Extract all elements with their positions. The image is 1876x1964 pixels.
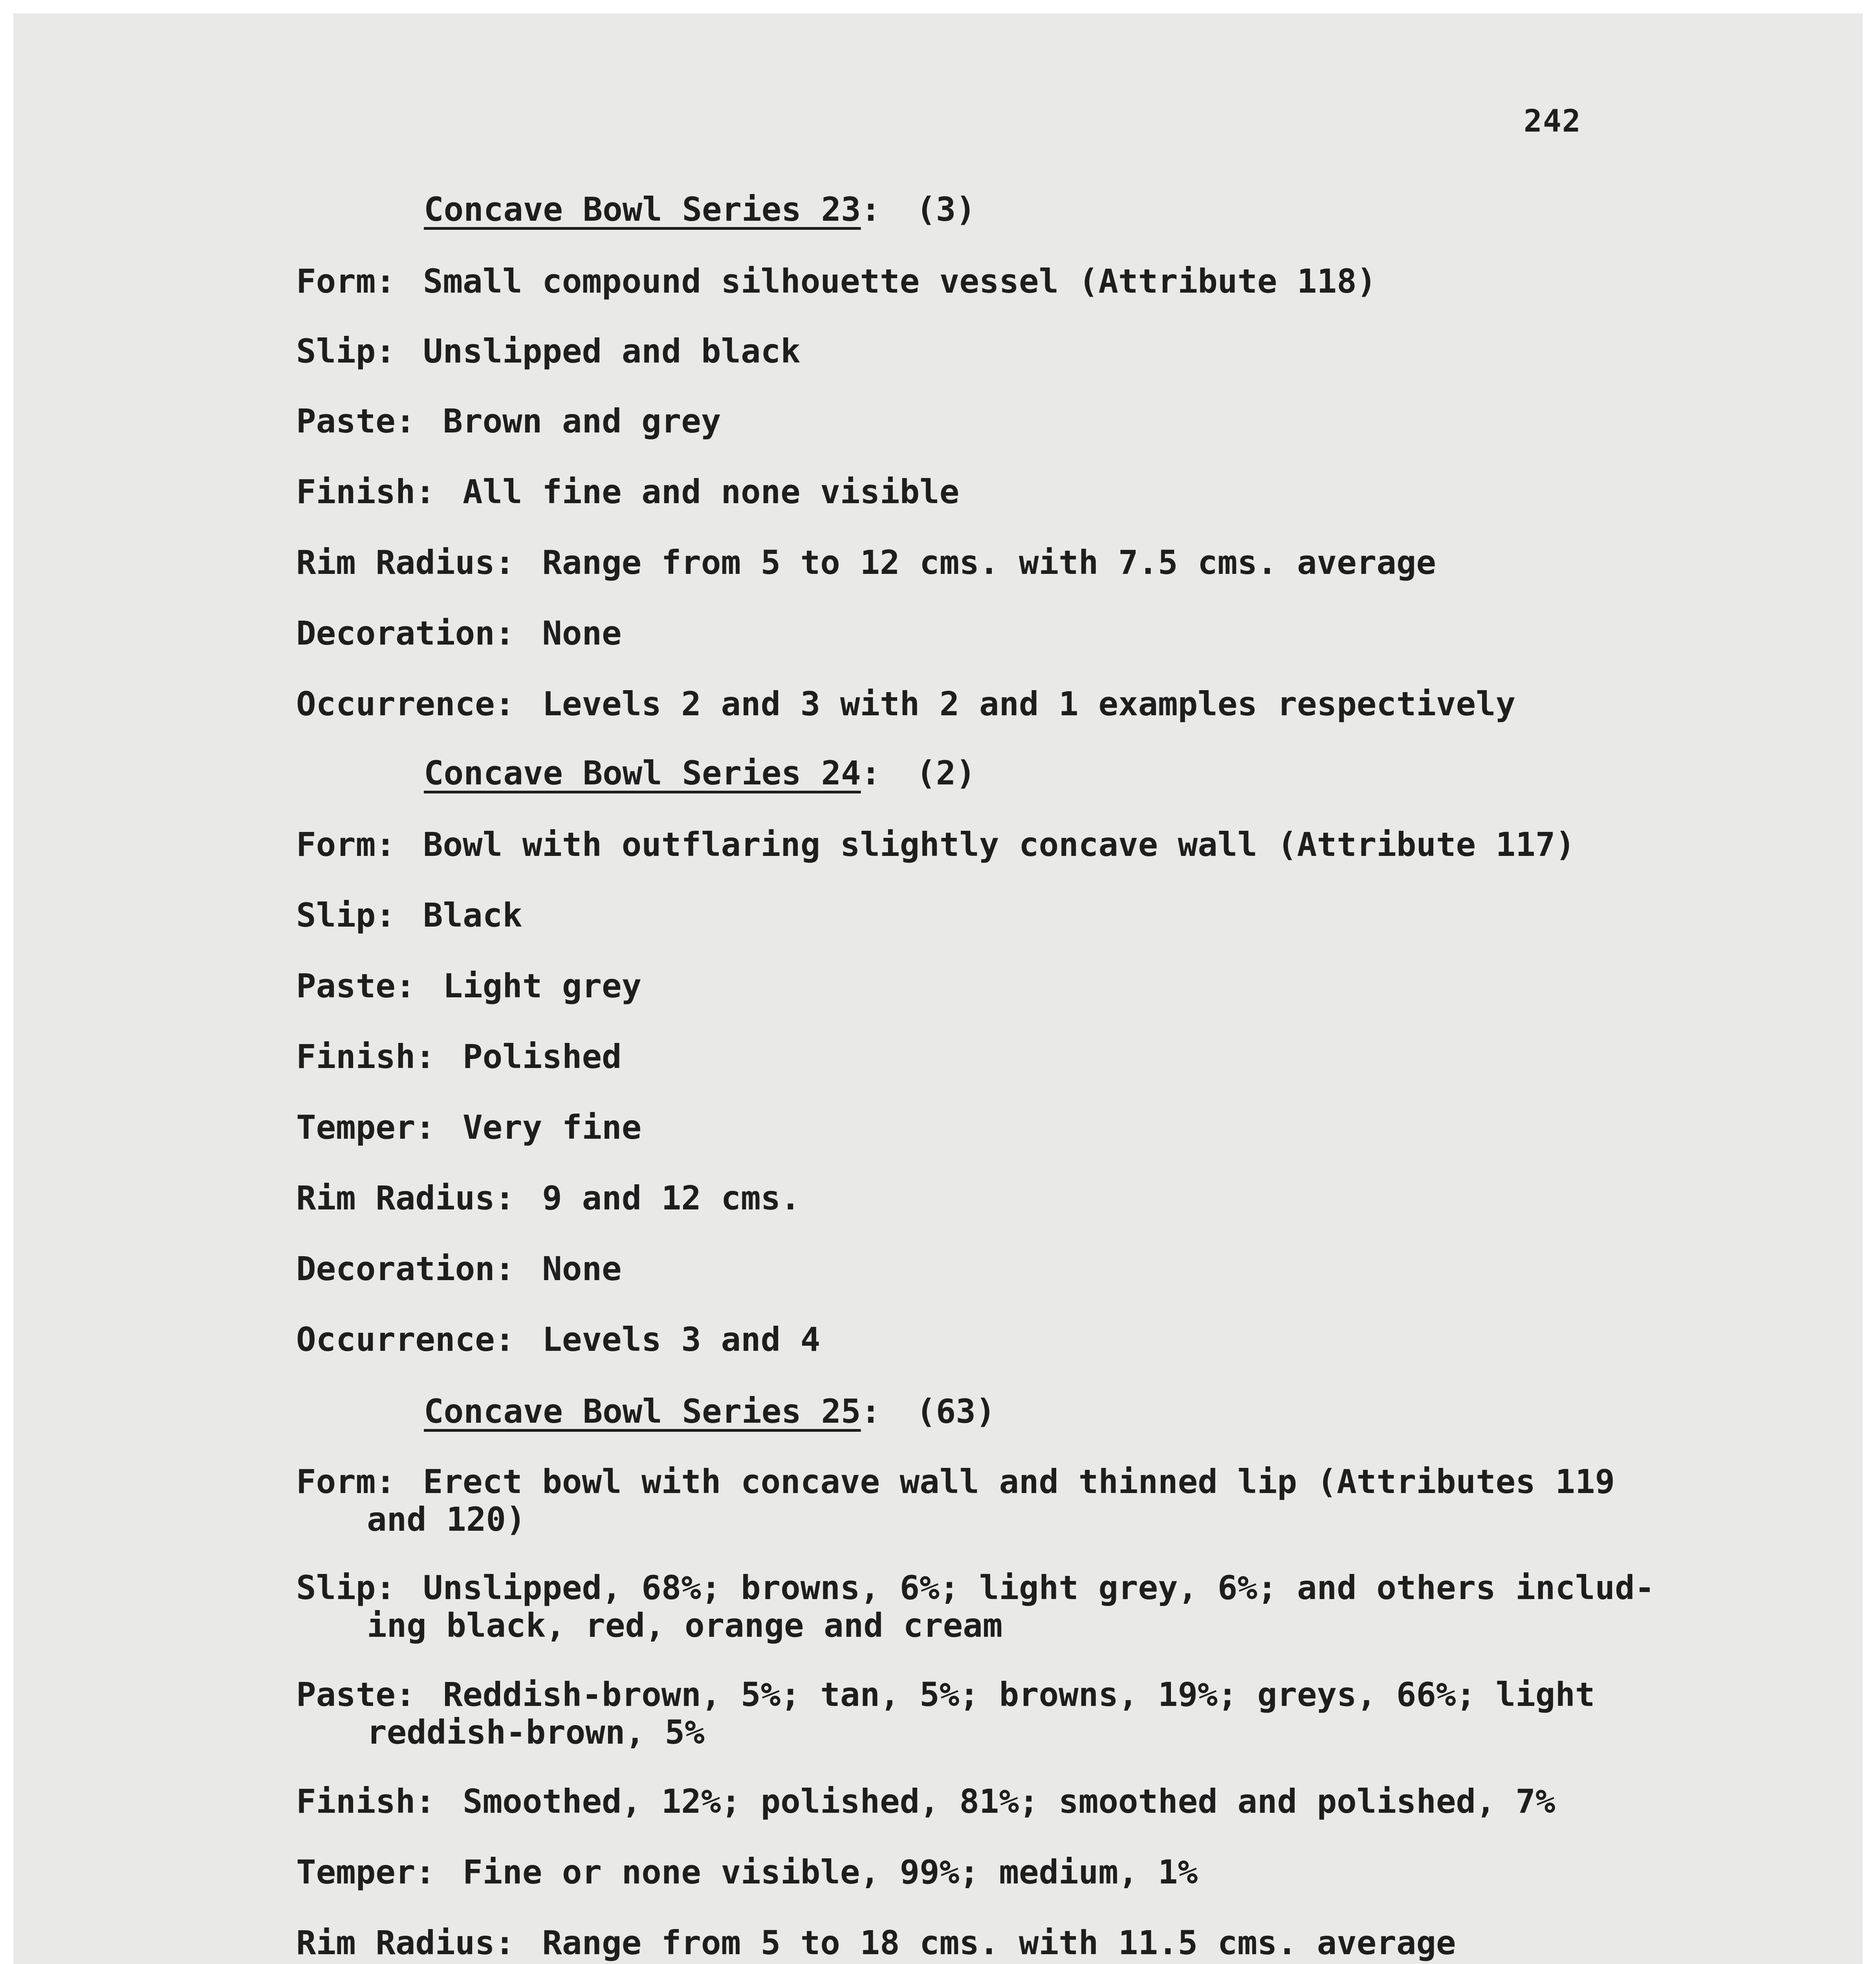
attribute-value: 9 and 12 cms. — [542, 1179, 801, 1217]
attribute-label: Temper: — [296, 1853, 436, 1891]
attribute-value: Black — [423, 896, 522, 934]
attribute-value: Bowl with outflaring slightly concave wall (Attribute 117) — [423, 825, 1576, 864]
attribute-paste — [296, 402, 721, 440]
attribute-value: Very fine — [463, 1108, 642, 1147]
attribute-value: Levels 3 and 4 — [542, 1320, 821, 1359]
attribute-label: Form: — [296, 1462, 396, 1501]
attribute-value: Erect bowl with concave wall and thinned lip (Attributes 119 — [423, 1462, 1615, 1501]
attribute-label: Temper: — [296, 1108, 436, 1147]
attribute-label: Paste: — [296, 402, 416, 440]
attribute-value: Range from 5 to 18 cms. with 11.5 cms. average — [542, 1924, 1456, 1962]
attribute-paste — [296, 1676, 1595, 1751]
attribute-decoration — [296, 614, 622, 652]
attribute-value: None — [542, 614, 622, 652]
attribute-label: Slip: — [296, 896, 396, 934]
attribute-occurrence — [296, 685, 1515, 723]
attribute-value: Levels 2 and 3 with 2 and 1 examples respectively — [542, 685, 1516, 723]
section-count: (63) — [916, 1392, 996, 1431]
section-header: Concave Bowl Series 24: (2) — [424, 754, 976, 792]
attribute-rim-radius — [296, 1179, 801, 1217]
attribute-value: Smoothed, 12%; polished, 81%; smoothed and polished, 7% — [463, 1782, 1555, 1821]
attribute-value: Light grey — [443, 967, 642, 1005]
attribute-label: Form: — [296, 825, 396, 864]
attribute-label: Form: — [296, 262, 396, 300]
attribute-form — [296, 1463, 1615, 1538]
attribute-temper — [296, 1108, 641, 1146]
attribute-label: Occurrence: — [296, 685, 515, 723]
attribute-rim-radius — [296, 544, 1436, 581]
attribute-continuation: ing black, red, orange and cream — [367, 1606, 1003, 1645]
attribute-label: Slip: — [296, 332, 396, 370]
attribute-continuation: reddish-brown, 5% — [367, 1713, 705, 1751]
attribute-value: Fine or none visible, 99%; medium, 1% — [463, 1853, 1198, 1891]
attribute-label: Rim Radius: — [296, 1179, 515, 1217]
attribute-form — [296, 826, 1575, 863]
section-title: Concave Bowl Series 25 — [424, 1392, 861, 1431]
attribute-label: Rim Radius: — [296, 1924, 515, 1962]
attribute-value: Unslipped, 68%; browns, 6%; light grey, 6%; and others includ- — [423, 1568, 1655, 1607]
section-title: Concave Bowl Series 24 — [424, 754, 861, 792]
attribute-value: Range from 5 to 12 cms. with 7.5 cms. average — [542, 543, 1436, 582]
attribute-finish — [296, 473, 959, 511]
attribute-label: Decoration: — [296, 614, 515, 652]
attribute-slip — [296, 332, 801, 370]
attribute-label: Rim Radius: — [296, 543, 515, 582]
attribute-label: Finish: — [296, 1037, 436, 1076]
attribute-label: Finish: — [296, 1782, 436, 1821]
attribute-value: Unslipped and black — [423, 332, 801, 370]
attribute-finish — [296, 1783, 1555, 1820]
attribute-label: Paste: — [296, 1675, 416, 1714]
section-count: (2) — [916, 754, 976, 792]
attribute-form — [296, 262, 1376, 300]
section-title: Concave Bowl Series 23 — [424, 190, 861, 229]
section-header: Concave Bowl Series 25: (63) — [424, 1392, 996, 1431]
attribute-continuation: and 120) — [367, 1500, 526, 1539]
page-number: 242 — [1524, 104, 1581, 139]
attribute-value: All fine and none visible — [463, 473, 960, 511]
attribute-decoration — [296, 1250, 622, 1288]
attribute-finish — [296, 1038, 622, 1075]
attribute-label: Paste: — [296, 967, 416, 1005]
attribute-paste — [296, 967, 641, 1005]
section-header: Concave Bowl Series 23: (3) — [424, 190, 976, 229]
attribute-value: Brown and grey — [443, 402, 721, 440]
attribute-label: Slip: — [296, 1568, 396, 1607]
attribute-slip — [296, 896, 522, 934]
attribute-slip — [296, 1569, 1654, 1644]
section-count: (3) — [916, 190, 976, 229]
attribute-label: Occurrence: — [296, 1320, 515, 1359]
attribute-label: Decoration: — [296, 1249, 515, 1288]
attribute-temper — [296, 1853, 1198, 1891]
attribute-value: None — [542, 1249, 622, 1288]
attribute-label: Finish: — [296, 473, 436, 511]
attribute-value: Small compound silhouette vessel (Attribute 118) — [423, 262, 1377, 300]
attribute-value: Reddish-brown, 5%; tan, 5%; browns, 19%; greys, 66%; light — [443, 1675, 1595, 1714]
attribute-value: Polished — [463, 1037, 622, 1076]
document-page — [13, 13, 1863, 1964]
attribute-rim-radius — [296, 1924, 1456, 1962]
attribute-occurrence — [296, 1321, 820, 1358]
